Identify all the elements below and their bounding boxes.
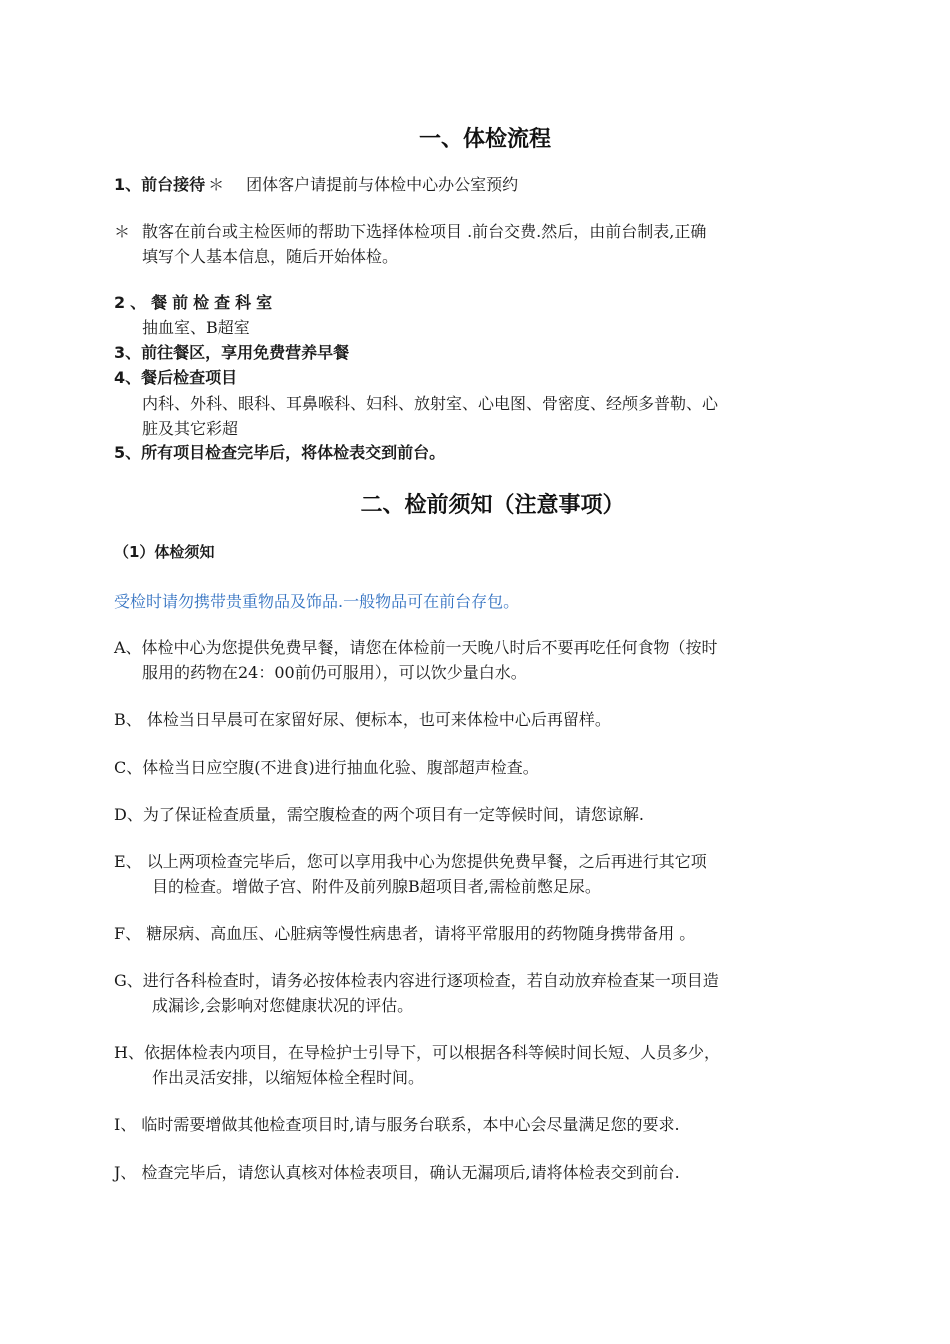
walkin-text-1: 散客在前台或主检医师的帮助下选择体检项目 .前台交费.然后，由前台制表,正确	[142, 222, 707, 241]
item-a-line2: 服用的药物在24：00前仍可服用），可以饮少量白水。	[142, 663, 527, 682]
step2-detail: 抽血室、B超室	[142, 318, 250, 337]
section2-title: 二、检前须知（注意事项）	[360, 493, 625, 518]
item-b-line1: B、 体检当日早晨可在家留好尿、便标本，也可来体检中心后再留样。	[114, 710, 611, 729]
step4-label: 4、餐后检查项目	[114, 368, 238, 387]
item-h-line2: 作出灵活安排，以缩短体检全程时间。	[152, 1068, 425, 1087]
item-h-line1: H、依据体检表内项目，在导检护士引导下，可以根据各科等候时间长短、人员多少，	[114, 1043, 720, 1062]
item-a-line1: A、体检中心为您提供免费早餐，请您在体检前一天晚八时后不要再吃任何食物（按时	[114, 638, 718, 657]
item-c-line1: C、体检当日应空腹(不进食)进行抽血化验、腹部超声检查。	[114, 758, 539, 777]
highlight-note: 受检时请勿携带贵重物品及饰品.一般物品可在前台存包。	[114, 592, 520, 611]
step2-label: 2、餐前检查科室	[114, 293, 278, 312]
section1-title: 一、体检流程	[418, 127, 551, 152]
section2-subtitle: （1）体检须知	[114, 543, 215, 561]
item-e-line2: 目的检查。增做子宫、附件及前列腺B超项目者,需检前憋足尿。	[152, 877, 601, 896]
item-d-line1: D、为了保证检查质量，需空腹检查的两个项目有一定等候时间，请您谅解.	[114, 805, 644, 824]
item-e-line1: E、 以上两项检查完毕后，您可以享用我中心为您提供免费早餐，之后再进行其它项	[114, 852, 707, 871]
step1-line	[114, 172, 844, 197]
item-j-line1: J、 检查完毕后，请您认真核对体检表项目，确认无漏项后,请将体检表交到前台.	[114, 1163, 680, 1182]
item-f-line1: F、 糖尿病、高血压、心脏病等慢性病患者，请将平常服用的药物随身携带备用 。	[114, 924, 696, 943]
step3-label: 3、前往餐区，享用免费营养早餐	[114, 343, 350, 362]
step1-text: 团体客户请提前与体检中心办公室预约	[246, 175, 519, 194]
step4-detail-1: 内科、外科、眼科、耳鼻喉科、妇科、放射室、心电图、骨密度、经颅多普勒、心	[142, 394, 719, 413]
step4-detail-2: 脏及其它彩超	[142, 419, 239, 438]
star-mark: ＊	[114, 222, 131, 241]
star-mark: ＊	[208, 175, 225, 194]
step5-label: 5、所有项目检查完毕后，将体检表交到前台。	[114, 443, 446, 462]
item-i-line1: I、 临时需要增做其他检查项目时,请与服务台联系，本中心会尽量满足您的要求.	[114, 1115, 680, 1134]
item-g-line2: 成漏诊,会影响对您健康状况的评估。	[152, 996, 414, 1015]
walkin-line-1	[114, 219, 844, 244]
walkin-line-2: 填写个人基本信息，随后开始体检。	[142, 247, 399, 266]
item-g-line1: G、进行各科检查时，请务必按体检表内容进行逐项检查，若自动放弃检查某一项目造	[114, 971, 719, 990]
step1-label: 1、前台接待	[114, 175, 206, 194]
